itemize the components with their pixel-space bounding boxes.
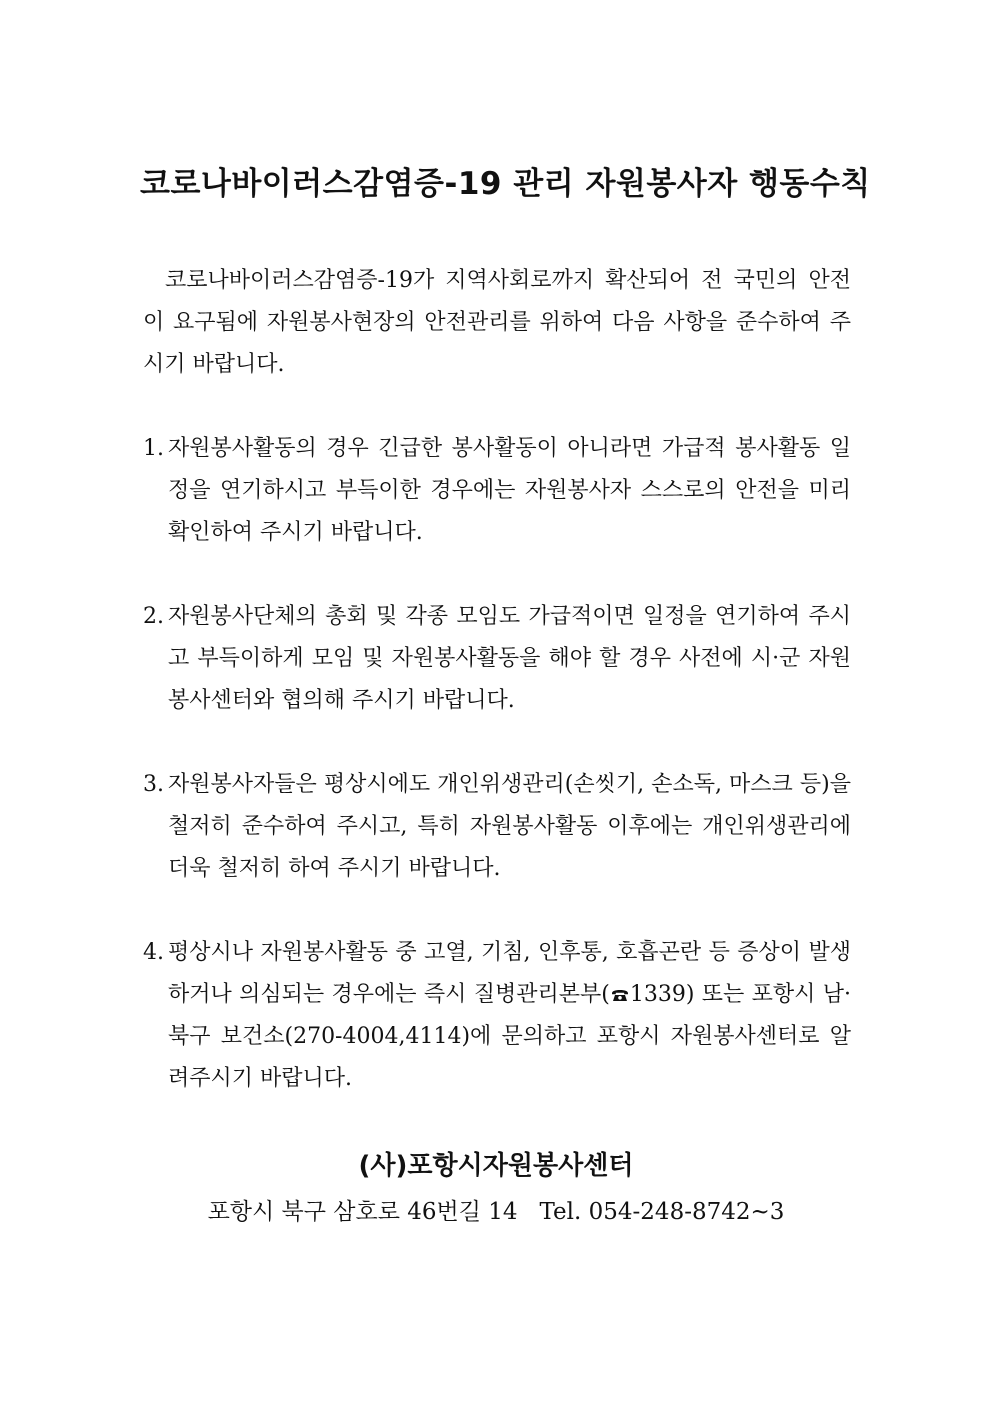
phone-text: Tel. 054-248-8742~3 (539, 1199, 785, 1225)
list-item (143, 428, 851, 554)
list-item-text-part: 1339) 또는 포항시 남·북구 보건소(270-4004,4114)에 문의하고 포항시 자원봉사센터로 알려주시기 바랍니다. (168, 982, 851, 1091)
list-item-number: 2. (143, 604, 164, 629)
address-text: 포항시 북구 삼호로 46번길 14 (207, 1199, 518, 1225)
list-item-text: 자원봉사자들은 평상시에도 개인위생관리(손씻기, 손소독, 마스크 등)을 철저히 준수하여 주시고, 특히 자원봉사활동 이후에는 개인위생관리에 더욱 철저히 하여 주시기 바랍니다. (168, 772, 851, 881)
list-item-text (168, 932, 851, 1100)
list-item-number: 1. (143, 436, 164, 461)
list-item-text-part: 평상시나 자원봉사활동 중 고열, 기침, 인후통, 호흡곤란 등 증상이 발생하거나 의심되는 경우에는 즉시 질병관리본부( (168, 940, 851, 1007)
organization-name: (사)포항시자원봉사센터 (358, 1151, 634, 1181)
list-item-number: 3. (143, 772, 164, 797)
address-line (0, 1193, 992, 1226)
list-item-text: 자원봉사단체의 총회 및 각종 모임도 가급적이면 일정을 연기하여 주시고 부득이하게 모임 및 자원봉사활동을 해야 할 경우 사전에 시·군 자원봉사센터와 협의해 주시기 바랍니다. (168, 604, 851, 713)
list-item (143, 596, 851, 722)
intro-paragraph: 코로나바이러스감염증-19가 지역사회로까지 확산되어 전 국민의 안전이 요구됨에 자원봉사현장의 안전관리를 위하여 다음 사항을 준수하여 주시기 바랍니다. (143, 268, 851, 377)
telephone-icon (611, 989, 629, 1002)
list-item (143, 764, 851, 890)
list-item-text: 자원봉사활동의 경우 긴급한 봉사활동이 아니라면 가급적 봉사활동 일정을 연기하시고 부득이한 경우에는 자원봉사자 스스로의 안전을 미리 확인하여 주시기 바랍니다. (168, 436, 851, 545)
page-title: 코로나바이러스감염증-19 관리 자원봉사자 행동수칙 (140, 166, 871, 202)
list-item-number: 4. (143, 940, 164, 965)
list-item (143, 932, 851, 1100)
